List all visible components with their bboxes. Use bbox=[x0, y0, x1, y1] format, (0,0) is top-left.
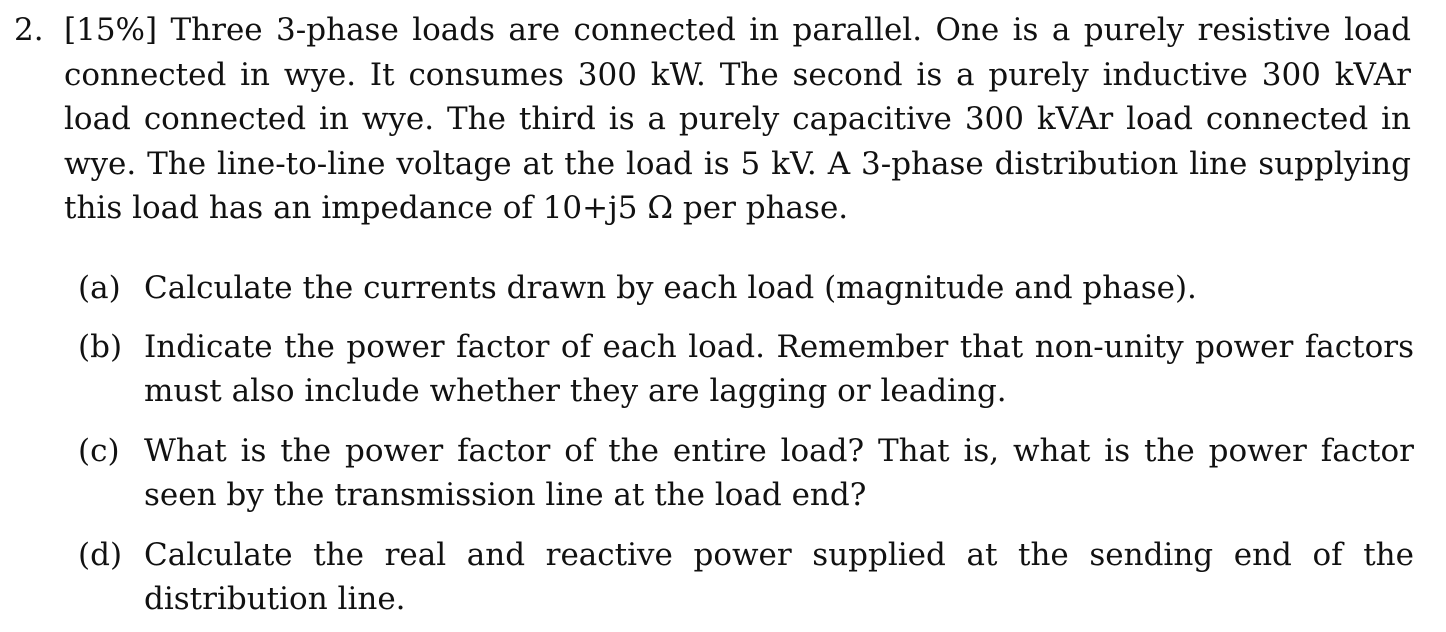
part-b bbox=[78, 325, 1414, 413]
part-a-text: Calculate the currents drawn by each load (magnitude and phase). bbox=[144, 270, 1197, 306]
problem-statement: [15%] Three 3-phase loads are connected in parallel. One is a purely resistive load connected in wye. It consumes 300 kW. The second is a purely inductive 300 kVAr load connected in wye. The third is a purely capacitive 300 kVAr load connected in wye. The line-to-line voltage at the load is 5 kV. A 3-phase distribution line supplying this load has an impedance of 10+j5 Ω per phase. bbox=[64, 12, 1411, 226]
part-d bbox=[78, 533, 1414, 621]
part-d-label: (d) bbox=[78, 537, 123, 573]
part-d-text: Calculate the real and reactive power supplied at the sending end of the distribution line. bbox=[144, 537, 1414, 617]
part-c bbox=[78, 429, 1414, 517]
part-a-label: (a) bbox=[78, 270, 121, 306]
part-b-text: Indicate the power factor of each load. Remember that non-unity power factors must also include whether they are lagging or leading. bbox=[144, 329, 1414, 409]
part-b-label: (b) bbox=[78, 329, 123, 365]
part-c-text: What is the power factor of the entire load? That is, what is the power factor seen by the transmission line at the load end? bbox=[144, 433, 1414, 513]
problem-block bbox=[14, 8, 1414, 617]
problem-number: 2. bbox=[14, 12, 44, 48]
part-c-label: (c) bbox=[78, 433, 120, 469]
part-a bbox=[78, 266, 1414, 310]
